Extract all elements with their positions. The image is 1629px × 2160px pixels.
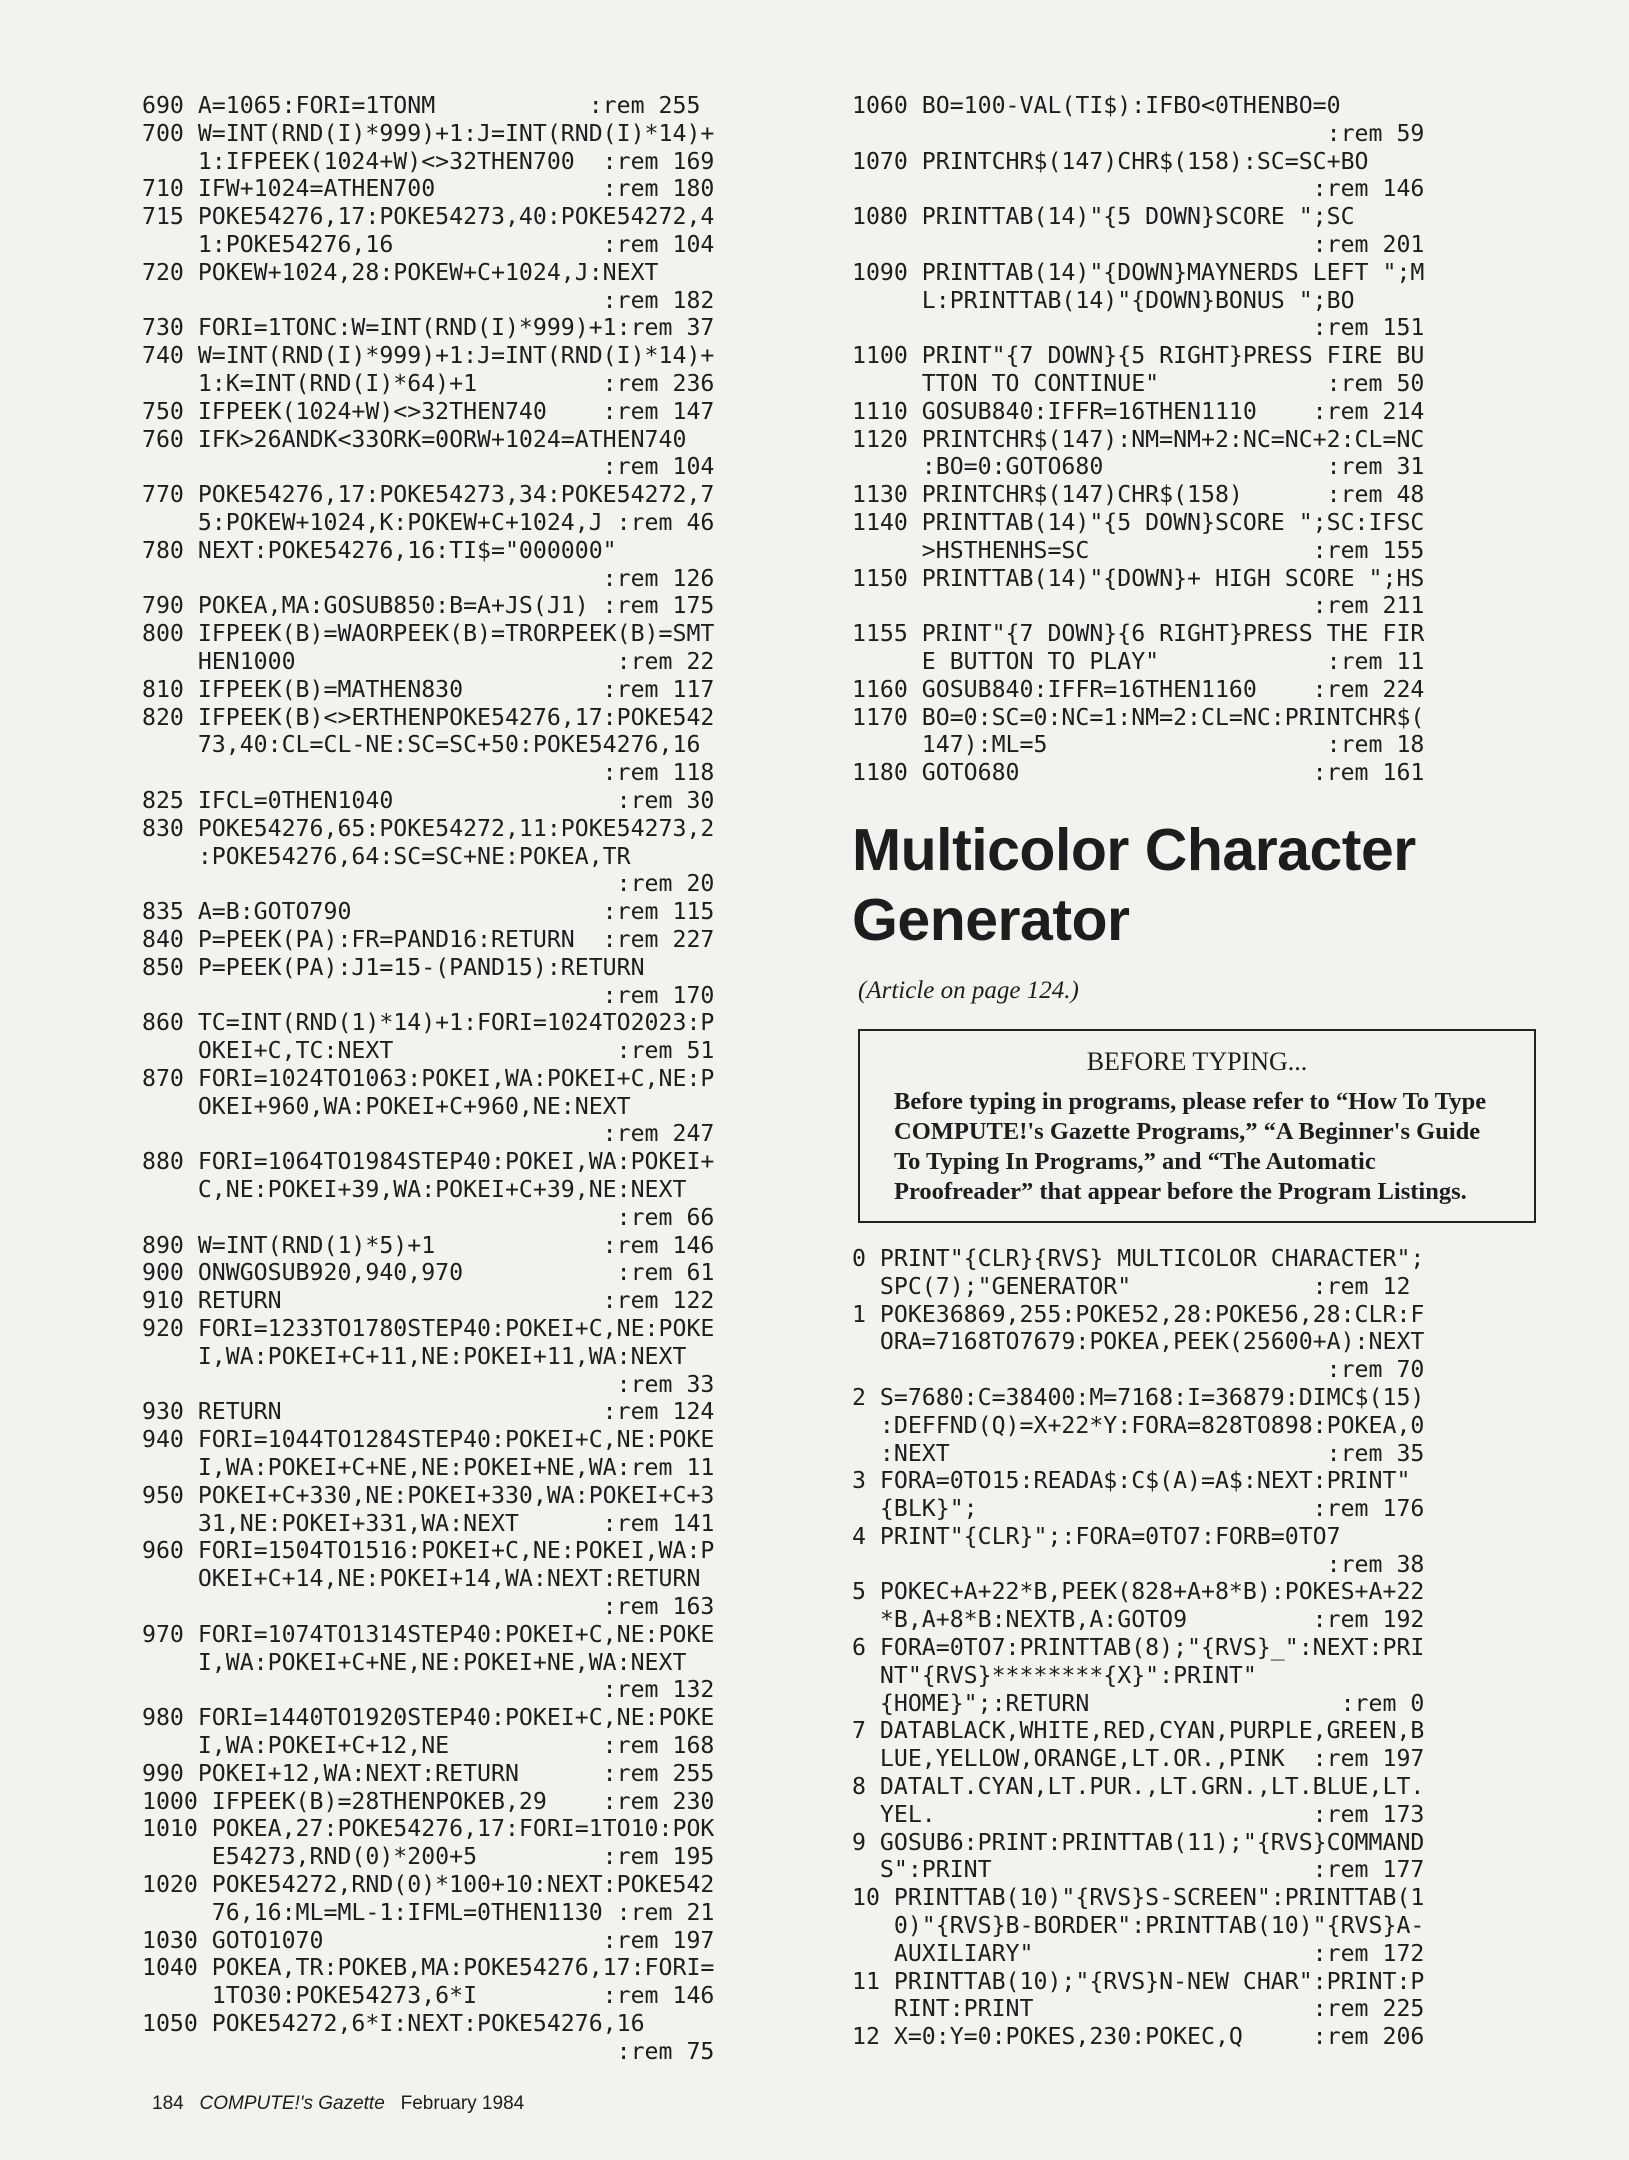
code-line: :rem 70 <box>852 1356 1425 1384</box>
code-line: 960 FORI=1504TO1516:POKEI+C,NE:POKEI,WA:P <box>142 1537 715 1565</box>
code-line: 2 S=7680:C=38400:M=7168:I=36879:DIMC$(15) <box>852 1383 1425 1411</box>
code-line: OKEI+C,TC:NEXT :rem 51 <box>142 1037 715 1065</box>
code-line: 1110 GOSUB840:IFFR=16THEN1110 :rem 214 <box>852 397 1425 425</box>
code-line: :rem 146 <box>852 175 1425 203</box>
code-line: ORA=7168TO7679:POKEA,PEEK(25600+A):NEXT <box>852 1328 1425 1356</box>
code-line: L:PRINTTAB(14)"{DOWN}BONUS ";BO <box>852 286 1355 314</box>
code-line: 825 IFCL=0THEN1040 :rem 30 <box>142 786 715 814</box>
code-line: 920 FORI=1233TO1780STEP40:POKEI+C,NE:POKE <box>142 1315 715 1343</box>
code-line: 840 P=PEEK(PA):FR=PAND16:RETURN :rem 227 <box>142 925 715 953</box>
code-line: :rem 182 <box>142 286 715 314</box>
code-line: 1180 GOTO680 :rem 161 <box>852 759 1425 787</box>
code-line: 850 P=PEEK(PA):J1=15-(PAND15):RETURN <box>142 953 645 981</box>
code-line: :rem 33 <box>142 1370 715 1398</box>
code-line: 1090 PRINTTAB(14)"{DOWN}MAYNERDS LEFT ";M <box>852 258 1425 286</box>
code-line: 1160 GOSUB840:IFFR=16THEN1160 :rem 224 <box>852 675 1425 703</box>
code-line: :rem 151 <box>852 314 1425 342</box>
code-line: TTON TO CONTINUE" :rem 50 <box>852 369 1425 397</box>
page-footer <box>152 2093 524 2115</box>
code-line: 740 W=INT(RND(I)*999)+1:J=INT(RND(I)*14)+ <box>142 342 715 370</box>
code-line: 1:IFPEEK(1024+W)<>32THEN700 :rem 169 <box>142 147 715 175</box>
code-line: 830 POKE54276,65:POKE54272,11:POKE54273,2 <box>142 814 715 842</box>
code-line: 710 IFW+1024=ATHEN700 :rem 180 <box>142 175 715 203</box>
code-line: E54273,RND(0)*200+5 :rem 195 <box>142 1843 715 1871</box>
code-line: :rem 20 <box>142 870 715 898</box>
code-line: 800 IFPEEK(B)=WAORPEEK(B)=TRORPEEK(B)=SMT <box>142 620 715 648</box>
code-line: NT"{RVS}********{X}":PRINT" <box>852 1661 1257 1689</box>
code-line: :rem 170 <box>142 981 715 1009</box>
code-line: :rem 211 <box>852 592 1425 620</box>
code-line: :POKE54276,64:SC=SC+NE:POKEA,TR <box>142 842 631 870</box>
code-line: 810 IFPEEK(B)=MATHEN830 :rem 117 <box>142 675 715 703</box>
code-line: *B,A+8*B:NEXTB,A:GOTO9 :rem 192 <box>852 1606 1425 1634</box>
code-line: 1140 PRINTTAB(14)"{5 DOWN}SCORE ";SC:IFSC <box>852 508 1425 536</box>
code-line: 970 FORI=1074TO1314STEP40:POKEI+C,NE:POKE <box>142 1620 715 1648</box>
code-line: E BUTTON TO PLAY" :rem 11 <box>852 647 1425 675</box>
right-listing-top <box>852 92 1536 787</box>
page-number: 184 <box>152 2093 184 2114</box>
code-line: C,NE:POKEI+39,WA:POKEI+C+39,NE:NEXT <box>142 1176 687 1204</box>
code-line: 880 FORI=1064TO1984STEP40:POKEI,WA:POKEI+ <box>142 1148 715 1176</box>
code-line: I,WA:POKEI+C+11,NE:POKEI+11,WA:NEXT <box>142 1342 687 1370</box>
code-line: :rem 163 <box>142 1593 715 1621</box>
code-line: RINT:PRINT :rem 225 <box>852 1995 1425 2023</box>
issue-date: February 1984 <box>400 2093 525 2114</box>
code-line: :DEFFND(Q)=X+22*Y:FORA=828TO898:POKEA,0 <box>852 1411 1425 1439</box>
code-line: 780 NEXT:POKE54276,16:TI$="000000" <box>142 536 617 564</box>
right-listing-bottom <box>852 1245 1536 2051</box>
code-line: 10 PRINTTAB(10)"{RVS}S-SCREEN":PRINTTAB(1 <box>852 1884 1425 1912</box>
code-line: :rem 201 <box>852 230 1425 258</box>
code-line: 5:POKEW+1024,K:POKEW+C+1024,J :rem 46 <box>142 508 715 536</box>
code-line: 700 W=INT(RND(I)*999)+1:J=INT(RND(I)*14)+ <box>142 119 715 147</box>
code-line: 1TO30:POKE54273,6*I :rem 146 <box>142 1982 715 2010</box>
code-line: HEN1000 :rem 22 <box>142 647 715 675</box>
code-line: 1 POKE36869,255:POKE52,28:POKE56,28:CLR:F <box>852 1300 1425 1328</box>
code-line: 6 FORA=0TO7:PRINTTAB(8);"{RVS}_":NEXT:PRI <box>852 1634 1425 1662</box>
code-line: 900 ONWGOSUB920,940,970 :rem 61 <box>142 1259 715 1287</box>
before-typing-body: Before typing in programs, please refer to “How To Type COMPUTE!'s Gazette Programs,” “A Beginner's Guide To Typing In Programs,” and “The Automatic Proofreader” that appear before the Program Listings. <box>894 1087 1487 1205</box>
code-line: 1155 PRINT"{7 DOWN}{6 RIGHT}PRESS THE FIR <box>852 620 1425 648</box>
code-line: 1130 PRINTCHR$(147)CHR$(158) :rem 48 <box>852 481 1425 509</box>
article-reference: (Article on page 124.) <box>858 976 1079 1004</box>
code-line: I,WA:POKEI+C+12,NE :rem 168 <box>142 1732 715 1760</box>
code-line: 720 POKEW+1024,28:POKEW+C+1024,J:NEXT <box>142 258 659 286</box>
code-line: 7 DATABLACK,WHITE,RED,CYAN,PURPLE,GREEN,B <box>852 1717 1425 1745</box>
code-line: 1120 PRINTCHR$(147):NM=NM+2:NC=NC+2:CL=NC <box>852 425 1425 453</box>
code-line: 990 POKEI+12,WA:NEXT:RETURN :rem 255 <box>142 1759 715 1787</box>
code-line: 950 POKEI+C+330,NE:POKEI+330,WA:POKEI+C+3 <box>142 1481 715 1509</box>
article-title: Multicolor Character Generator <box>852 816 1416 953</box>
code-line: 890 W=INT(RND(1)*5)+1 :rem 146 <box>142 1231 715 1259</box>
code-line: :NEXT :rem 35 <box>852 1439 1425 1467</box>
code-line: 8 DATALT.CYAN,LT.PUR.,LT.GRN.,LT.BLUE,LT. <box>852 1773 1425 1801</box>
code-line: OKEI+C+14,NE:POKEI+14,WA:NEXT:RETURN <box>142 1565 701 1593</box>
code-line: YEL. :rem 173 <box>852 1800 1425 1828</box>
code-line: 770 POKE54276,17:POKE54273,34:POKE54272,7 <box>142 481 715 509</box>
code-line: 835 A=B:GOTO790 :rem 115 <box>142 898 715 926</box>
code-line: 715 POKE54276,17:POKE54273,40:POKE54272,4 <box>142 203 715 231</box>
code-line: 1010 POKEA,27:POKE54276,17:FORI=1TO10:POK <box>142 1815 715 1843</box>
code-line: 1030 GOTO1070 :rem 197 <box>142 1926 715 1954</box>
code-line: 940 FORI=1044TO1284STEP40:POKEI+C,NE:POKE <box>142 1426 715 1454</box>
code-line: :rem 38 <box>852 1550 1425 1578</box>
code-line: 1000 IFPEEK(B)=28THENPOKEB,29 :rem 230 <box>142 1787 715 1815</box>
before-typing-box <box>858 1029 1536 1223</box>
code-line: 1170 BO=0:SC=0:NC=1:NM=2:CL=NC:PRINTCHR$( <box>852 703 1425 731</box>
code-line: AUXILIARY" :rem 172 <box>852 1939 1425 1967</box>
code-line: :rem 118 <box>142 759 715 787</box>
code-line: 76,16:ML=ML-1:IFML=0THEN1130 :rem 21 <box>142 1898 715 1926</box>
code-line: :rem 104 <box>142 453 715 481</box>
code-line: 760 IFK>26ANDK<33ORK=0ORW+1024=ATHEN740 <box>142 425 687 453</box>
code-line: 1100 PRINT"{7 DOWN}{5 RIGHT}PRESS FIRE BU <box>852 342 1425 370</box>
code-line: 730 FORI=1TONC:W=INT(RND(I)*999)+1:rem 37 <box>142 314 715 342</box>
code-line: {BLK}"; :rem 176 <box>852 1495 1425 1523</box>
code-line: 73,40:CL=CL-NE:SC=SC+50:POKE54276,16 <box>142 731 701 759</box>
code-line: 9 GOSUB6:PRINT:PRINTTAB(11);"{RVS}COMMAND <box>852 1828 1425 1856</box>
code-line: 1080 PRINTTAB(14)"{5 DOWN}SCORE ";SC <box>852 203 1355 231</box>
code-line: 860 TC=INT(RND(1)*14)+1:FORI=1024TO2023:P <box>142 1009 715 1037</box>
code-line: LUE,YELLOW,ORANGE,LT.OR.,PINK :rem 197 <box>852 1745 1425 1773</box>
code-line: 11 PRINTTAB(10);"{RVS}N-NEW CHAR":PRINT:P <box>852 1967 1425 1995</box>
code-line: 147):ML=5 :rem 18 <box>852 731 1425 759</box>
right-column <box>852 92 1536 2051</box>
code-line: 1:K=INT(RND(I)*64)+1 :rem 236 <box>142 369 715 397</box>
code-line: 1150 PRINTTAB(14)"{DOWN}+ HIGH SCORE ";HS <box>852 564 1425 592</box>
code-line: 12 X=0:Y=0:POKES,230:POKEC,Q :rem 206 <box>852 2023 1425 2051</box>
code-line: 0 PRINT"{CLR}{RVS} MULTICOLOR CHARACTER"; <box>852 1244 1425 1272</box>
code-line: 4 PRINT"{CLR}";:FORA=0TO7:FORB=0TO7 <box>852 1522 1341 1550</box>
code-line: 790 POKEA,MA:GOSUB850:B=A+JS(J1) :rem 175 <box>142 592 715 620</box>
code-line: :rem 66 <box>142 1203 715 1231</box>
before-typing-heading: BEFORE TYPING... <box>1086 1046 1308 1076</box>
code-line: 0)"{RVS}B-BORDER":PRINTTAB(10)"{RVS}A- <box>852 1912 1425 1940</box>
code-line: SPC(7);"GENERATOR" :rem 12 <box>852 1272 1411 1300</box>
code-line: 1050 POKE54272,6*I:NEXT:POKE54276,16 <box>142 2009 645 2037</box>
code-line: :rem 247 <box>142 1120 715 1148</box>
code-line: 31,NE:POKEI+331,WA:NEXT :rem 141 <box>142 1509 715 1537</box>
code-line: 690 A=1065:FORI=1TONM :rem 255 <box>142 92 701 119</box>
code-line: 1020 POKE54272,RND(0)*100+10:NEXT:POKE542 <box>142 1871 715 1898</box>
code-line: 980 FORI=1440TO1920STEP40:POKEI+C,NE:POKE <box>142 1704 715 1732</box>
code-line: 930 RETURN :rem 124 <box>142 1398 715 1426</box>
magazine-name: COMPUTE!'s Gazette <box>199 2093 385 2114</box>
code-line: 5 POKEC+A+22*B,PEEK(828+A+8*B):POKES+A+22 <box>852 1578 1425 1606</box>
code-line: :rem 132 <box>142 1676 715 1704</box>
code-line: 820 IFPEEK(B)<>ERTHENPOKE54276,17:POKE542 <box>142 703 715 731</box>
code-line: 1:POKE54276,16 :rem 104 <box>142 230 715 258</box>
code-line: 1060 BO=100-VAL(TI$):IFBO<0THENBO=0 <box>852 92 1341 119</box>
code-line: 910 RETURN :rem 122 <box>142 1287 715 1315</box>
code-line: 870 FORI=1024TO1063:POKEI,WA:POKEI+C,NE:P <box>142 1064 715 1092</box>
code-line: 3 FORA=0TO15:READA$:C$(A)=A$:NEXT:PRINT" <box>852 1467 1411 1495</box>
code-line: :BO=0:GOTO680 :rem 31 <box>852 453 1425 481</box>
code-line: S":PRINT :rem 177 <box>852 1856 1425 1884</box>
code-line: :rem 59 <box>852 119 1425 147</box>
left-listing-column <box>142 92 826 2066</box>
code-line: OKEI+960,WA:POKEI+C+960,NE:NEXT <box>142 1092 631 1120</box>
code-line: I,WA:POKEI+C+NE,NE:POKEI+NE,WA:rem 11 <box>142 1454 715 1482</box>
code-line: >HSTHENHS=SC :rem 155 <box>852 536 1425 564</box>
code-line: :rem 75 <box>142 2037 715 2065</box>
code-line: {HOME}";:RETURN :rem 0 <box>852 1689 1425 1717</box>
code-line: 1070 PRINTCHR$(147)CHR$(158):SC=SC+BO <box>852 147 1369 175</box>
code-line: :rem 126 <box>142 564 715 592</box>
code-line: 1040 POKEA,TR:POKEB,MA:POKE54276,17:FORI= <box>142 1954 715 1982</box>
code-line: 750 IFPEEK(1024+W)<>32THEN740 :rem 147 <box>142 397 715 425</box>
code-line: I,WA:POKEI+C+NE,NE:POKEI+NE,WA:NEXT <box>142 1648 687 1676</box>
